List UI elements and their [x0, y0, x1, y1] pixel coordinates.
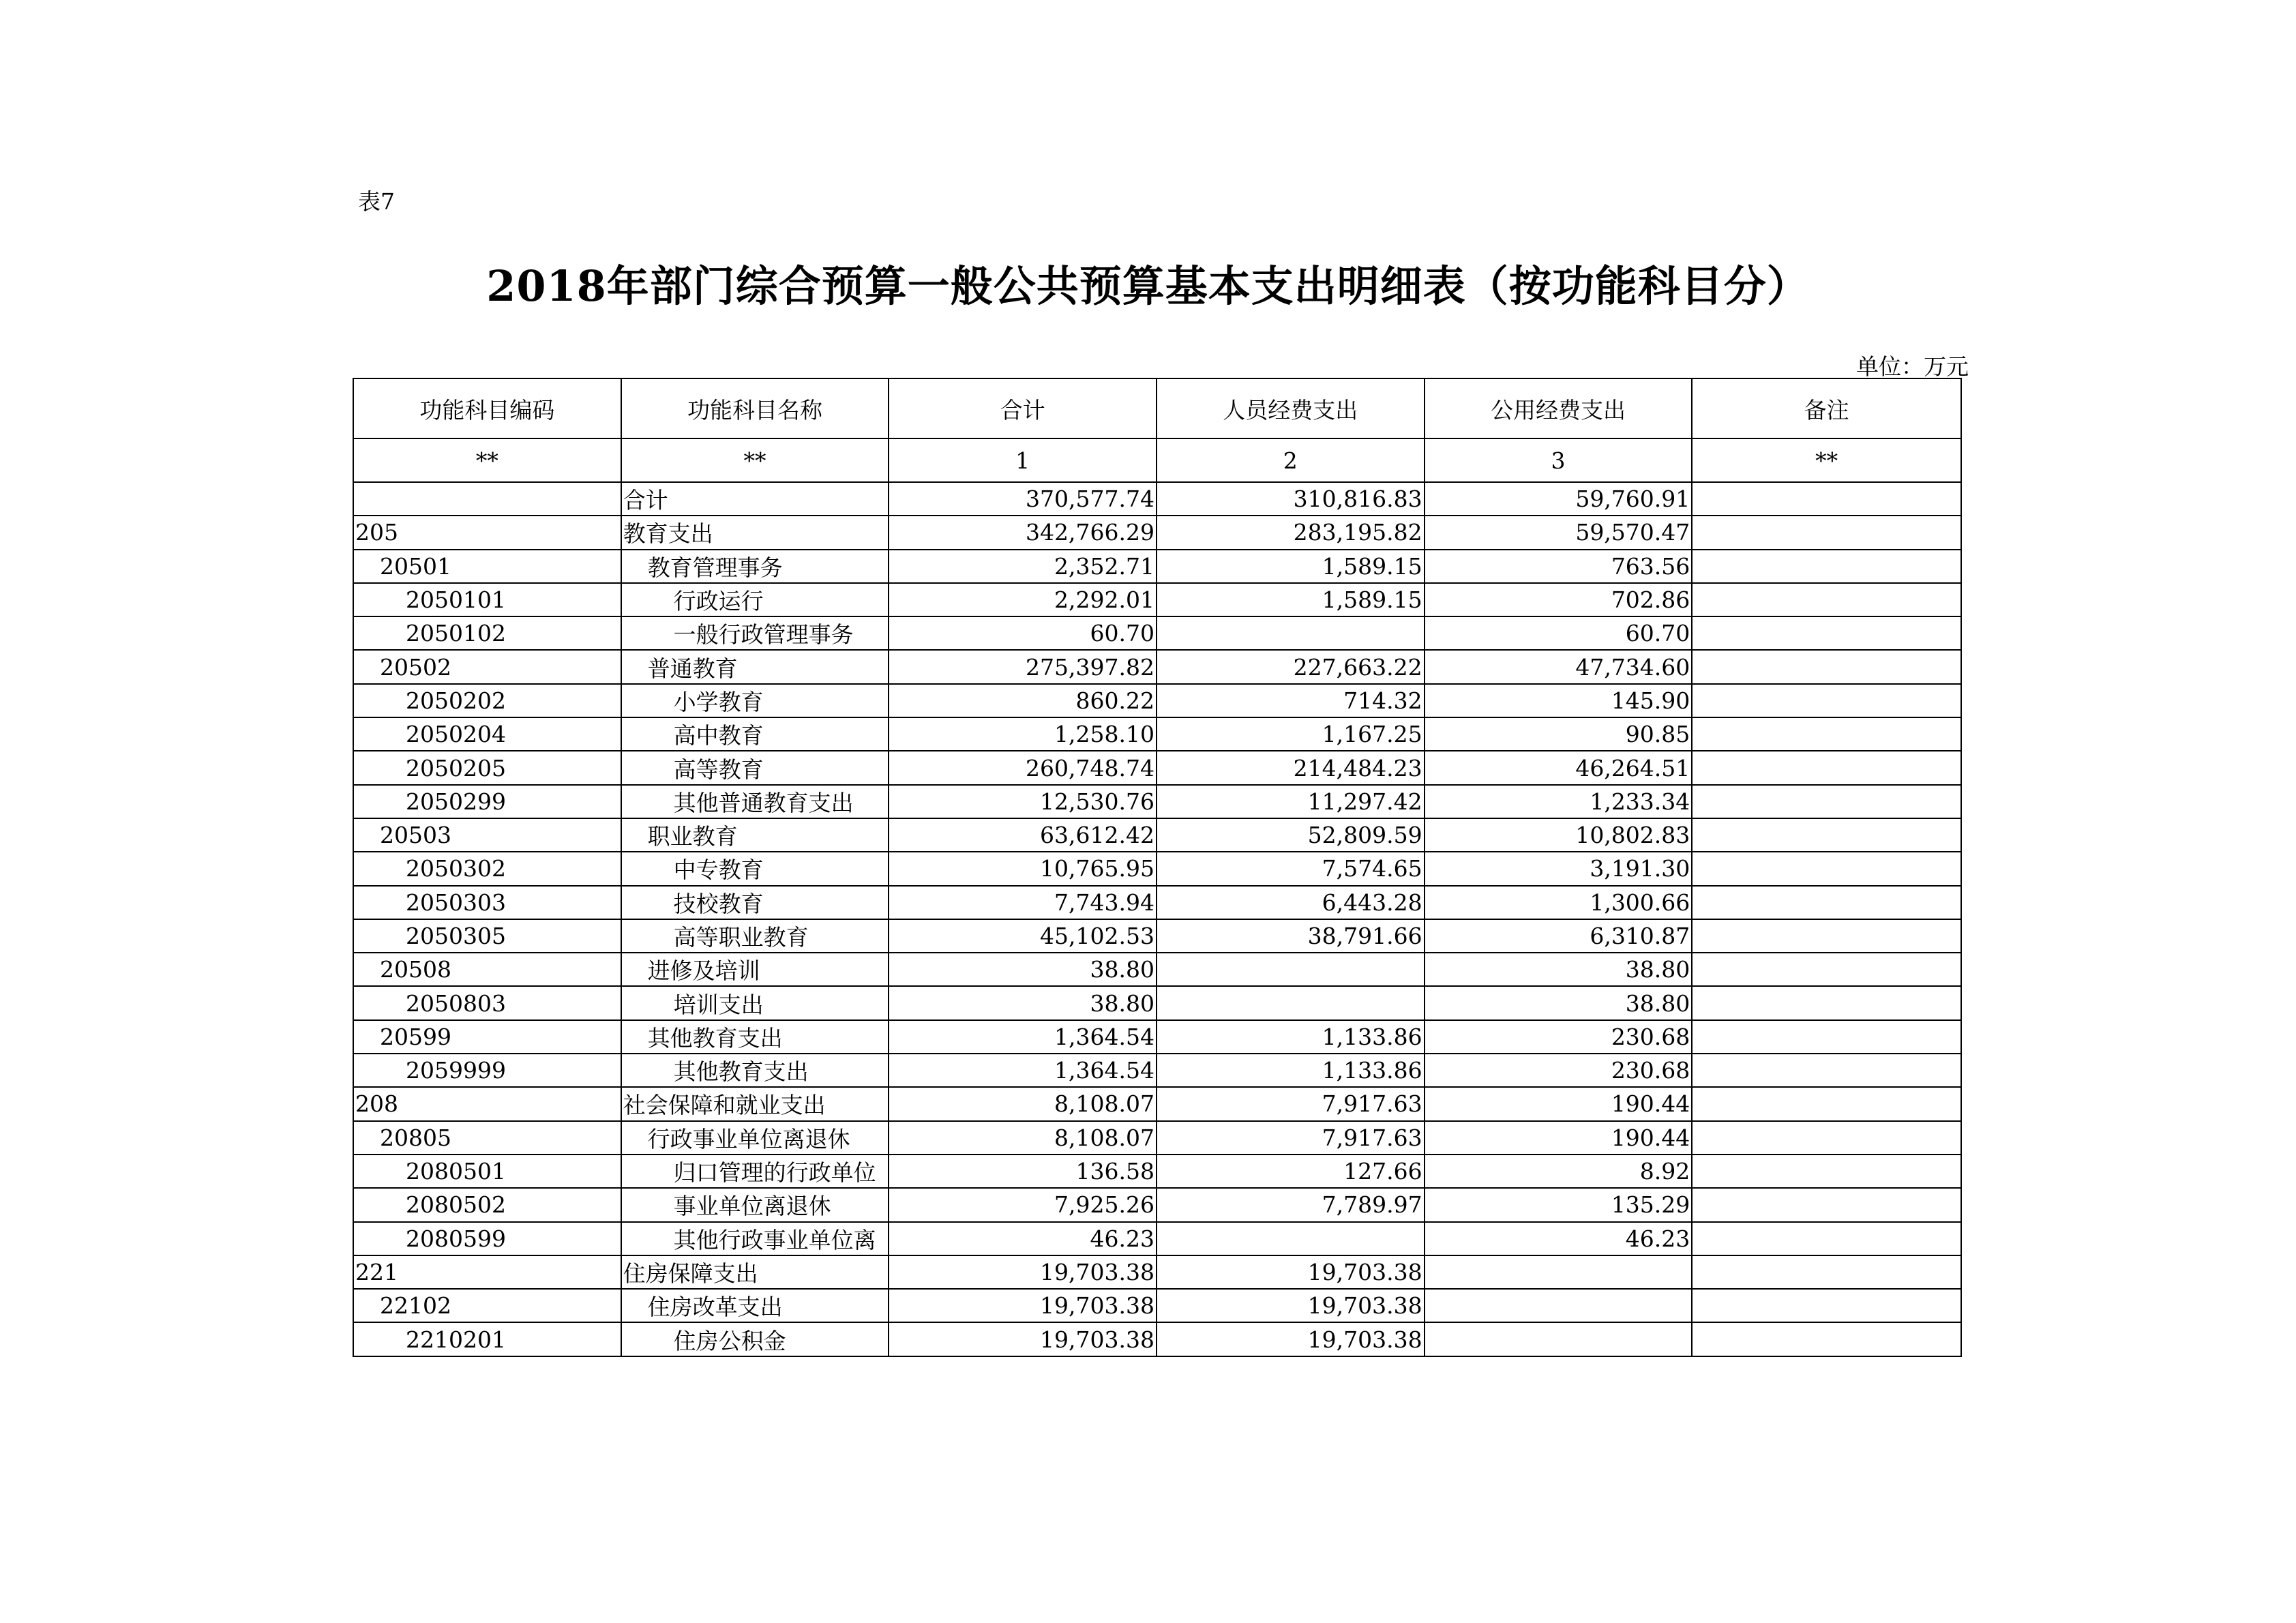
cell-code: 2050204 [353, 717, 621, 751]
cell-total: 60.70 [889, 616, 1157, 650]
table-row [353, 650, 1961, 683]
cell-note [1692, 1087, 1961, 1120]
table-row [353, 852, 1961, 885]
table-row [353, 886, 1961, 919]
cell-code: 221 [353, 1255, 621, 1289]
index-cell: 2 [1157, 438, 1425, 482]
cell-public: 59,570.47 [1425, 516, 1693, 549]
cell-public: 10,802.83 [1425, 818, 1693, 852]
cell-personnel: 11,297.42 [1157, 785, 1425, 818]
cell-personnel: 214,484.23 [1157, 751, 1425, 784]
cell-personnel: 227,663.22 [1157, 650, 1425, 683]
cell-note [1692, 1020, 1961, 1054]
cell-personnel: 19,703.38 [1157, 1289, 1425, 1322]
cell-code: 20805 [353, 1121, 621, 1155]
header-personnel: 人员经费支出 [1157, 378, 1425, 438]
cell-code: 2080501 [353, 1155, 621, 1188]
cell-note [1692, 516, 1961, 549]
cell-personnel: 1,133.86 [1157, 1054, 1425, 1087]
cell-note [1692, 684, 1961, 717]
cell-public [1425, 1322, 1693, 1356]
cell-personnel: 127.66 [1157, 1155, 1425, 1188]
cell-note [1692, 616, 1961, 650]
cell-total: 10,765.95 [889, 852, 1157, 885]
cell-note [1692, 1322, 1961, 1356]
cell-public: 90.85 [1425, 717, 1693, 751]
cell-personnel: 1,167.25 [1157, 717, 1425, 751]
table-row [353, 717, 1961, 751]
table-row [353, 986, 1961, 1019]
header-total: 合计 [889, 378, 1157, 438]
cell-code: 2050202 [353, 684, 621, 717]
header-code: 功能科目编码 [353, 378, 621, 438]
cell-code: 2080599 [353, 1222, 621, 1255]
cell-code: 2050305 [353, 919, 621, 953]
table-row [353, 1054, 1961, 1087]
cell-total: 38.80 [889, 986, 1157, 1019]
cell-public: 190.44 [1425, 1087, 1693, 1120]
cell-note [1692, 1222, 1961, 1255]
cell-name: 一般行政管理事务 [621, 616, 889, 650]
cell-personnel: 7,574.65 [1157, 852, 1425, 885]
index-cell: ** [621, 438, 889, 482]
cell-name: 进修及培训 [621, 953, 889, 986]
cell-note [1692, 886, 1961, 919]
cell-code: 20508 [353, 953, 621, 986]
cell-public: 1,233.34 [1425, 785, 1693, 818]
cell-total: 860.22 [889, 684, 1157, 717]
cell-note [1692, 1054, 1961, 1087]
cell-public: 47,734.60 [1425, 650, 1693, 683]
table-row [353, 1020, 1961, 1054]
cell-public: 38.80 [1425, 986, 1693, 1019]
header-row [353, 378, 1961, 438]
cell-note [1692, 583, 1961, 616]
cell-name: 普通教育 [621, 650, 889, 683]
cell-personnel: 310,816.83 [1157, 482, 1425, 516]
cell-public: 1,300.66 [1425, 886, 1693, 919]
cell-code: 2210201 [353, 1322, 621, 1356]
cell-code: 20503 [353, 818, 621, 852]
cell-code: 205 [353, 516, 621, 549]
cell-name: 其他普通教育支出 [621, 785, 889, 818]
cell-code: 22102 [353, 1289, 621, 1322]
cell-public: 46,264.51 [1425, 751, 1693, 784]
cell-personnel: 1,589.15 [1157, 550, 1425, 583]
cell-personnel: 1,589.15 [1157, 583, 1425, 616]
cell-public: 46.23 [1425, 1222, 1693, 1255]
cell-public: 702.86 [1425, 583, 1693, 616]
cell-note [1692, 818, 1961, 852]
index-cell: ** [1692, 438, 1961, 482]
table-row [353, 919, 1961, 953]
cell-name: 其他教育支出 [621, 1020, 889, 1054]
cell-name: 归口管理的行政单位 [621, 1155, 889, 1188]
cell-name: 技校教育 [621, 886, 889, 919]
cell-name: 行政事业单位离退休 [621, 1121, 889, 1155]
cell-total: 2,352.71 [889, 550, 1157, 583]
cell-public: 230.68 [1425, 1020, 1693, 1054]
cell-personnel: 38,791.66 [1157, 919, 1425, 953]
cell-public: 190.44 [1425, 1121, 1693, 1155]
cell-total: 1,364.54 [889, 1054, 1157, 1087]
cell-note [1692, 717, 1961, 751]
cell-name: 社会保障和就业支出 [621, 1087, 889, 1120]
cell-total: 19,703.38 [889, 1289, 1157, 1322]
cell-total: 12,530.76 [889, 785, 1157, 818]
cell-name: 行政运行 [621, 583, 889, 616]
cell-note [1692, 919, 1961, 953]
cell-total: 19,703.38 [889, 1255, 1157, 1289]
cell-code [353, 482, 621, 516]
cell-name: 小学教育 [621, 684, 889, 717]
cell-code: 2050101 [353, 583, 621, 616]
cell-total: 275,397.82 [889, 650, 1157, 683]
cell-total: 45,102.53 [889, 919, 1157, 953]
cell-total: 370,577.74 [889, 482, 1157, 516]
index-cell: 1 [889, 438, 1157, 482]
cell-public [1425, 1255, 1693, 1289]
table-row [353, 550, 1961, 583]
cell-note [1692, 953, 1961, 986]
cell-name: 教育管理事务 [621, 550, 889, 583]
cell-note [1692, 1289, 1961, 1322]
cell-total: 1,258.10 [889, 717, 1157, 751]
cell-note [1692, 852, 1961, 885]
cell-personnel: 7,917.63 [1157, 1087, 1425, 1120]
table-row [353, 751, 1961, 784]
cell-public: 6,310.87 [1425, 919, 1693, 953]
cell-personnel: 19,703.38 [1157, 1322, 1425, 1356]
table-row [353, 953, 1961, 986]
cell-personnel [1157, 1222, 1425, 1255]
cell-personnel [1157, 953, 1425, 986]
cell-name: 合计 [621, 482, 889, 516]
cell-code: 20501 [353, 550, 621, 583]
table-row [353, 1289, 1961, 1322]
cell-name: 职业教育 [621, 818, 889, 852]
table-row [353, 616, 1961, 650]
cell-personnel [1157, 616, 1425, 650]
cell-name: 高等教育 [621, 751, 889, 784]
cell-name: 高中教育 [621, 717, 889, 751]
cell-total: 63,612.42 [889, 818, 1157, 852]
table-row [353, 684, 1961, 717]
cell-name: 其他行政事业单位离 [621, 1222, 889, 1255]
cell-code: 2050303 [353, 886, 621, 919]
cell-total: 19,703.38 [889, 1322, 1157, 1356]
table-row [353, 1188, 1961, 1221]
cell-total: 7,743.94 [889, 886, 1157, 919]
cell-note [1692, 785, 1961, 818]
cell-personnel: 7,917.63 [1157, 1121, 1425, 1155]
cell-code: 2050302 [353, 852, 621, 885]
table-row [353, 1087, 1961, 1120]
cell-total: 8,108.07 [889, 1087, 1157, 1120]
page-title: 2018年部门综合预算一般公共预算基本支出明细表（按功能科目分） [486, 261, 1810, 311]
cell-total: 46.23 [889, 1222, 1157, 1255]
cell-note [1692, 550, 1961, 583]
cell-code: 2050102 [353, 616, 621, 650]
table-row [353, 1222, 1961, 1255]
cell-public [1425, 1289, 1693, 1322]
cell-name: 高等职业教育 [621, 919, 889, 953]
cell-total: 342,766.29 [889, 516, 1157, 549]
index-cell: 3 [1425, 438, 1693, 482]
table-row [353, 1255, 1961, 1289]
header-note: 备注 [1692, 378, 1961, 438]
cell-total: 260,748.74 [889, 751, 1157, 784]
cell-public: 763.56 [1425, 550, 1693, 583]
table-row [353, 1322, 1961, 1356]
cell-personnel: 52,809.59 [1157, 818, 1425, 852]
cell-total: 1,364.54 [889, 1020, 1157, 1054]
cell-public: 60.70 [1425, 616, 1693, 650]
unit-label: 单位：万元 [1856, 353, 1969, 380]
table-row [353, 1155, 1961, 1188]
cell-public: 135.29 [1425, 1188, 1693, 1221]
cell-name: 住房保障支出 [621, 1255, 889, 1289]
cell-note [1692, 986, 1961, 1019]
cell-code: 2080502 [353, 1188, 621, 1221]
cell-name: 事业单位离退休 [621, 1188, 889, 1221]
cell-note [1692, 1155, 1961, 1188]
cell-name: 培训支出 [621, 986, 889, 1019]
cell-note [1692, 1188, 1961, 1221]
cell-personnel: 283,195.82 [1157, 516, 1425, 549]
header-public: 公用经费支出 [1425, 378, 1693, 438]
cell-total: 7,925.26 [889, 1188, 1157, 1221]
cell-total: 2,292.01 [889, 583, 1157, 616]
table-row [353, 785, 1961, 818]
cell-personnel: 714.32 [1157, 684, 1425, 717]
cell-code: 2050803 [353, 986, 621, 1019]
cell-public: 145.90 [1425, 684, 1693, 717]
cell-note [1692, 1255, 1961, 1289]
cell-personnel: 7,789.97 [1157, 1188, 1425, 1221]
cell-note [1692, 751, 1961, 784]
cell-public: 3,191.30 [1425, 852, 1693, 885]
cell-code: 208 [353, 1087, 621, 1120]
cell-name: 教育支出 [621, 516, 889, 549]
cell-note [1692, 650, 1961, 683]
cell-code: 20599 [353, 1020, 621, 1054]
index-row [353, 438, 1961, 482]
cell-code: 2059999 [353, 1054, 621, 1087]
cell-note [1692, 482, 1961, 516]
table-row [353, 482, 1961, 516]
budget-table [353, 378, 1962, 1357]
cell-public: 230.68 [1425, 1054, 1693, 1087]
cell-name: 住房公积金 [621, 1322, 889, 1356]
table-number: 表7 [358, 188, 395, 215]
table-row [353, 818, 1961, 852]
cell-personnel [1157, 986, 1425, 1019]
cell-note [1692, 1121, 1961, 1155]
cell-personnel: 19,703.38 [1157, 1255, 1425, 1289]
cell-total: 8,108.07 [889, 1121, 1157, 1155]
cell-public: 59,760.91 [1425, 482, 1693, 516]
cell-personnel: 6,443.28 [1157, 886, 1425, 919]
cell-code: 2050205 [353, 751, 621, 784]
cell-name: 其他教育支出 [621, 1054, 889, 1087]
table-row [353, 583, 1961, 616]
cell-public: 38.80 [1425, 953, 1693, 986]
cell-code: 2050299 [353, 785, 621, 818]
index-cell: ** [353, 438, 621, 482]
table-row [353, 1121, 1961, 1155]
cell-total: 38.80 [889, 953, 1157, 986]
cell-code: 20502 [353, 650, 621, 683]
cell-name: 住房改革支出 [621, 1289, 889, 1322]
cell-personnel: 1,133.86 [1157, 1020, 1425, 1054]
header-name: 功能科目名称 [621, 378, 889, 438]
cell-name: 中专教育 [621, 852, 889, 885]
table-row [353, 516, 1961, 549]
cell-total: 136.58 [889, 1155, 1157, 1188]
cell-public: 8.92 [1425, 1155, 1693, 1188]
